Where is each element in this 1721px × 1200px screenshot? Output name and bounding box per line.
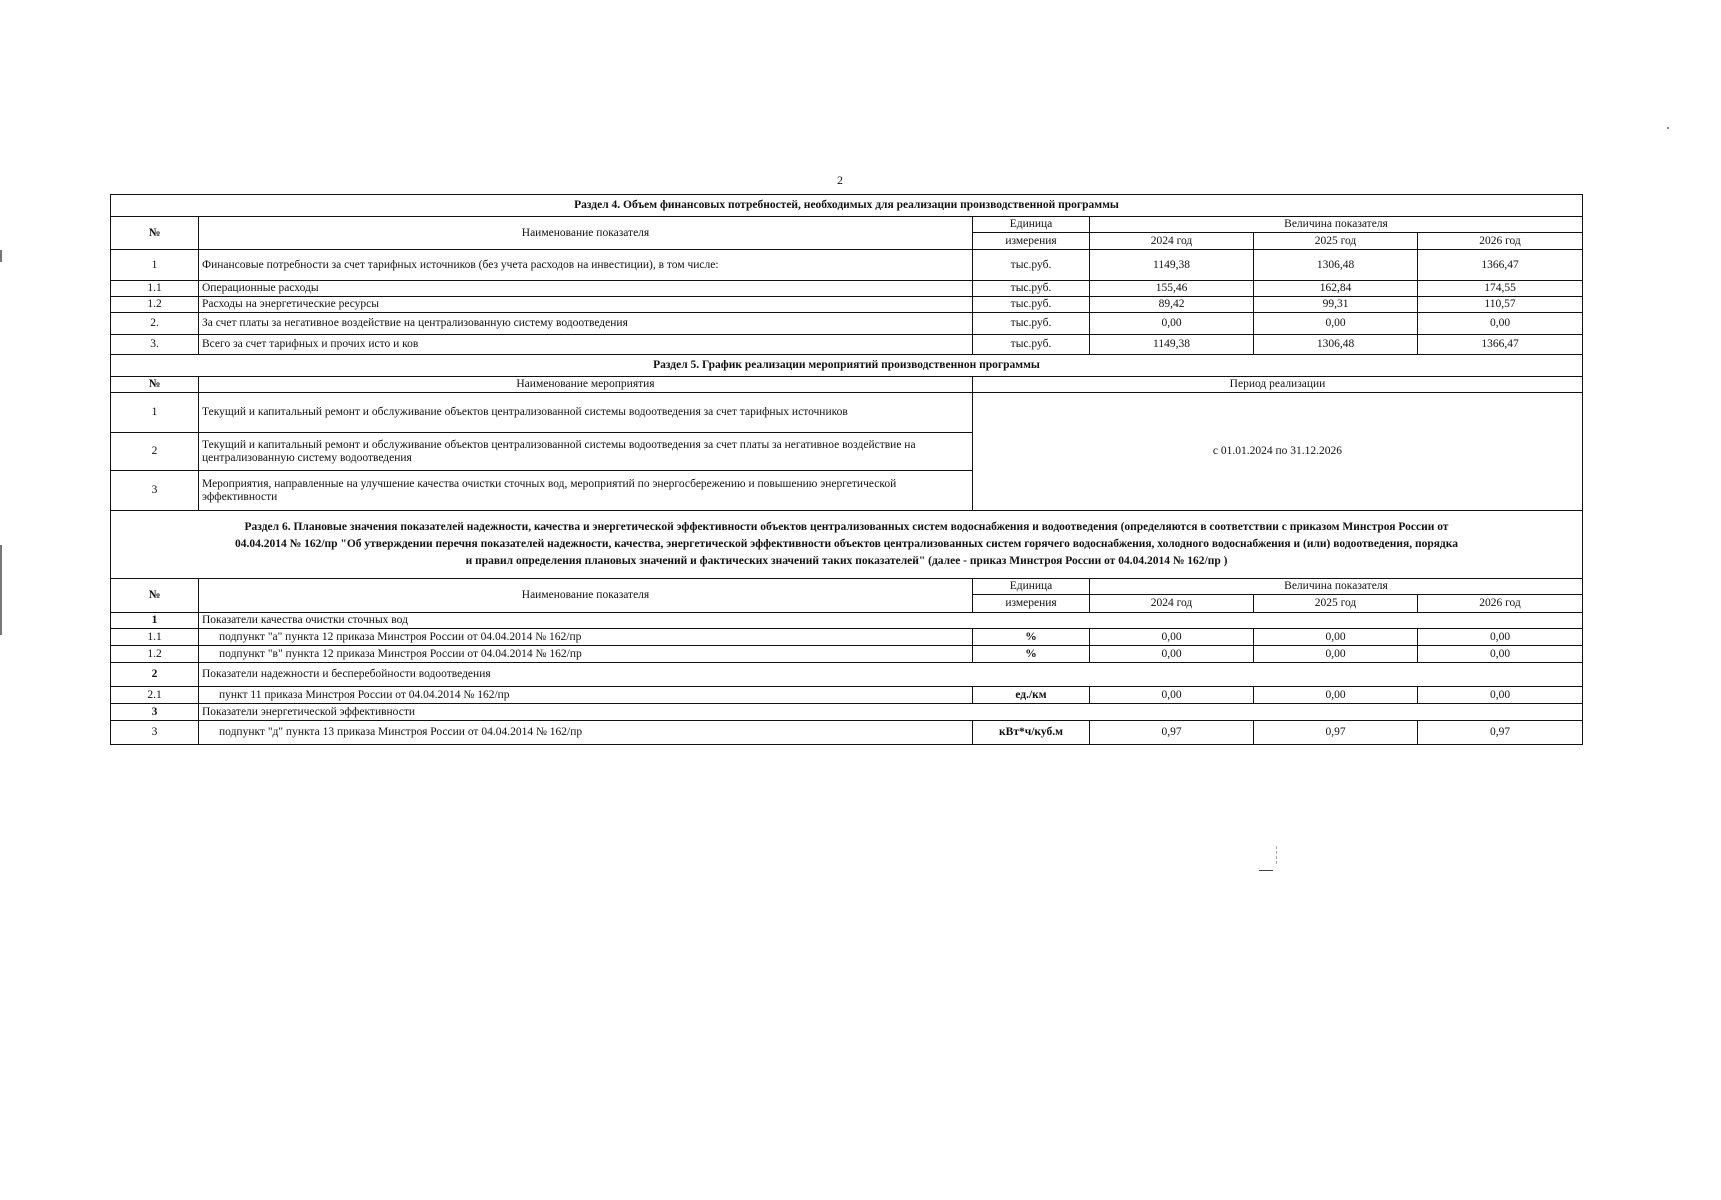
- row-name: пункт 11 приказа Минстроя России от 04.04.2014 № 162/пр: [199, 687, 973, 704]
- s6-header-value-group: Величина показателя: [1090, 579, 1583, 595]
- row-value: 0,97: [1418, 721, 1583, 745]
- s4-header-name: Наименование показателя: [199, 217, 973, 250]
- row-num: 3: [111, 704, 199, 721]
- table-row: [111, 393, 1583, 433]
- row-value: 0,00: [1090, 313, 1254, 335]
- row-value: 1149,38: [1090, 335, 1254, 355]
- scan-mark: [0, 545, 2, 635]
- row-num: 1: [111, 613, 199, 629]
- row-unit: ед./км: [973, 687, 1090, 704]
- row-unit: тыс.руб.: [973, 313, 1090, 335]
- row-num: 3: [111, 471, 199, 511]
- row-name: Текущий и капитальный ремонт и обслуживание объектов централизованной системы водоотведения за счет тарифных источников: [199, 393, 973, 433]
- row-group-name: Показатели надежности и бесперебойности водоотведения: [199, 663, 1583, 687]
- table-row: [111, 250, 1583, 281]
- row-value: 89,42: [1090, 297, 1254, 313]
- table-row: [111, 297, 1583, 313]
- section6-title: [111, 511, 1583, 579]
- row-num: 3.: [111, 335, 199, 355]
- row-num: 1.2: [111, 297, 199, 313]
- row-num: 2.1: [111, 687, 199, 704]
- row-value: 155,46: [1090, 281, 1254, 297]
- row-value: 1306,48: [1254, 335, 1418, 355]
- s5-header-num: №: [111, 377, 199, 393]
- row-unit: тыс.руб.: [973, 335, 1090, 355]
- table-row: [111, 663, 1583, 687]
- row-value: 0,00: [1418, 687, 1583, 704]
- scan-mark: [1276, 846, 1278, 864]
- row-num: 1: [111, 250, 199, 281]
- table-row: [111, 335, 1583, 355]
- row-value: 0,00: [1090, 687, 1254, 704]
- period-value: с 01.01.2024 по 31.12.2026: [973, 393, 1583, 511]
- row-value: 1366,47: [1418, 335, 1583, 355]
- row-name: подпункт "в" пункта 12 приказа Минстроя России от 04.04.2014 № 162/пр: [199, 646, 973, 663]
- row-value: 1366,47: [1418, 250, 1583, 281]
- s6-header-year: 2026 год: [1418, 595, 1583, 613]
- row-name: подпункт "д" пункта 13 приказа Минстроя России от 04.04.2014 № 162/пр: [199, 721, 973, 745]
- row-name: Текущий и капитальный ремонт и обслуживание объектов централизованной системы водоотведения за счет платы за негативное воздействие на централизованную систему водоотведения: [199, 433, 973, 471]
- row-unit: %: [973, 646, 1090, 663]
- row-unit: тыс.руб.: [973, 297, 1090, 313]
- table-row: [111, 687, 1583, 704]
- row-value: 0,97: [1090, 721, 1254, 745]
- section4-title: Раздел 4. Объем финансовых потребностей, необходимых для реализации производственной программы: [111, 195, 1583, 217]
- table-row: [111, 281, 1583, 297]
- s6-header-name: Наименование показателя: [199, 579, 973, 613]
- s5-header-name: Наименование мероприятия: [199, 377, 973, 393]
- s6-header-unit-2: измерения: [973, 595, 1090, 613]
- section5-title: Раздел 5. График реализации мероприятий производственнон программы: [111, 355, 1583, 377]
- main-table: [110, 194, 1583, 745]
- s6-header-year: 2024 год: [1090, 595, 1254, 613]
- table-row: [111, 646, 1583, 663]
- section6-title-line: и правил определения плановых значений и фактических значений таких показателей" (далее - приказ Минстроя России от 04.04.2014 № 162/пр ): [465, 555, 1228, 567]
- row-num: 1.2: [111, 646, 199, 663]
- row-value: 0,00: [1090, 629, 1254, 646]
- table-row: [111, 613, 1583, 629]
- row-value: 0,97: [1254, 721, 1418, 745]
- section6-title-line: 04.04.2014 № 162/пр "Об утверждении перечня показателей надежности, качества, энергетической эффективности объектов централизованных систем горячего водоснабжения, холодного водоснабжения и (или) водоотведения, порядка: [235, 538, 1458, 550]
- s6-header-year: 2025 год: [1254, 595, 1418, 613]
- row-value: 174,55: [1418, 281, 1583, 297]
- row-name: За счет платы за негативное воздействие на централизованную систему водоотведения: [199, 313, 973, 335]
- row-value: 162,84: [1254, 281, 1418, 297]
- row-value: 0,00: [1254, 629, 1418, 646]
- row-num: 3: [111, 721, 199, 745]
- s4-header-year: 2026 год: [1418, 233, 1583, 250]
- table-row: [111, 629, 1583, 646]
- row-unit: %: [973, 629, 1090, 646]
- row-name: Мероприятия, направленные на улучшение качества очистки сточных вод, мероприятий по энергосбережению и повышению энергетической эффективности: [199, 471, 973, 511]
- row-value: 0,00: [1418, 646, 1583, 663]
- row-value: 99,31: [1254, 297, 1418, 313]
- row-value: 0,00: [1254, 313, 1418, 335]
- row-value: 0,00: [1254, 687, 1418, 704]
- row-value: 1149,38: [1090, 250, 1254, 281]
- table-row: [111, 313, 1583, 335]
- s4-header-year: 2024 год: [1090, 233, 1254, 250]
- row-value: 0,00: [1418, 629, 1583, 646]
- scan-mark: [0, 250, 2, 262]
- row-value: 1306,48: [1254, 250, 1418, 281]
- s4-header-unit-2: измерения: [973, 233, 1090, 250]
- row-group-name: Показатели энергетической эффективности: [199, 704, 1583, 721]
- row-num: 1.1: [111, 281, 199, 297]
- row-unit: кВт*ч/куб.м: [973, 721, 1090, 745]
- row-name: Расходы на энергетические ресурсы: [199, 297, 973, 313]
- row-name: Операционные расходы: [199, 281, 973, 297]
- table-row: [111, 721, 1583, 745]
- row-num: 2: [111, 663, 199, 687]
- s5-header-period: Период реализации: [973, 377, 1583, 393]
- row-name: Всего за счет тарифных и прочих исто и ков: [199, 335, 973, 355]
- scan-mark: [1259, 870, 1273, 871]
- row-name: Финансовые потребности за счет тарифных источников (без учета расходов на инвестиции), в том числе:: [199, 250, 973, 281]
- row-num: 2: [111, 433, 199, 471]
- scan-mark: [1667, 127, 1669, 129]
- row-name: подпункт "а" пункта 12 приказа Минстроя России от 04.04.2014 № 162/пр: [199, 629, 973, 646]
- row-unit: тыс.руб.: [973, 281, 1090, 297]
- row-num: 2.: [111, 313, 199, 335]
- row-group-name: Показатели качества очистки сточных вод: [199, 613, 1583, 629]
- s4-header-value-group: Величина показателя: [1090, 217, 1583, 233]
- row-value: 0,00: [1090, 646, 1254, 663]
- row-value: 0,00: [1418, 313, 1583, 335]
- row-num: 1.1: [111, 629, 199, 646]
- row-num: 1: [111, 393, 199, 433]
- s6-header-unit: Единица: [973, 579, 1090, 595]
- s4-header-year: 2025 год: [1254, 233, 1418, 250]
- s4-header-num: №: [111, 217, 199, 250]
- page-number: 2: [837, 173, 843, 187]
- row-unit: тыс.руб.: [973, 250, 1090, 281]
- section6-title-line: Раздел 6. Плановые значения показателей надежности, качества и энергетической эффективности объектов централизованных систем водоснабжения и водоотведения (определяются в соответствии с приказом Минстроя России от: [244, 521, 1449, 533]
- s4-header-unit: Единица: [973, 217, 1090, 233]
- document-sheet: [110, 194, 1582, 745]
- table-row: [111, 704, 1583, 721]
- s6-header-num: №: [111, 579, 199, 613]
- row-value: 110,57: [1418, 297, 1583, 313]
- row-value: 0,00: [1254, 646, 1418, 663]
